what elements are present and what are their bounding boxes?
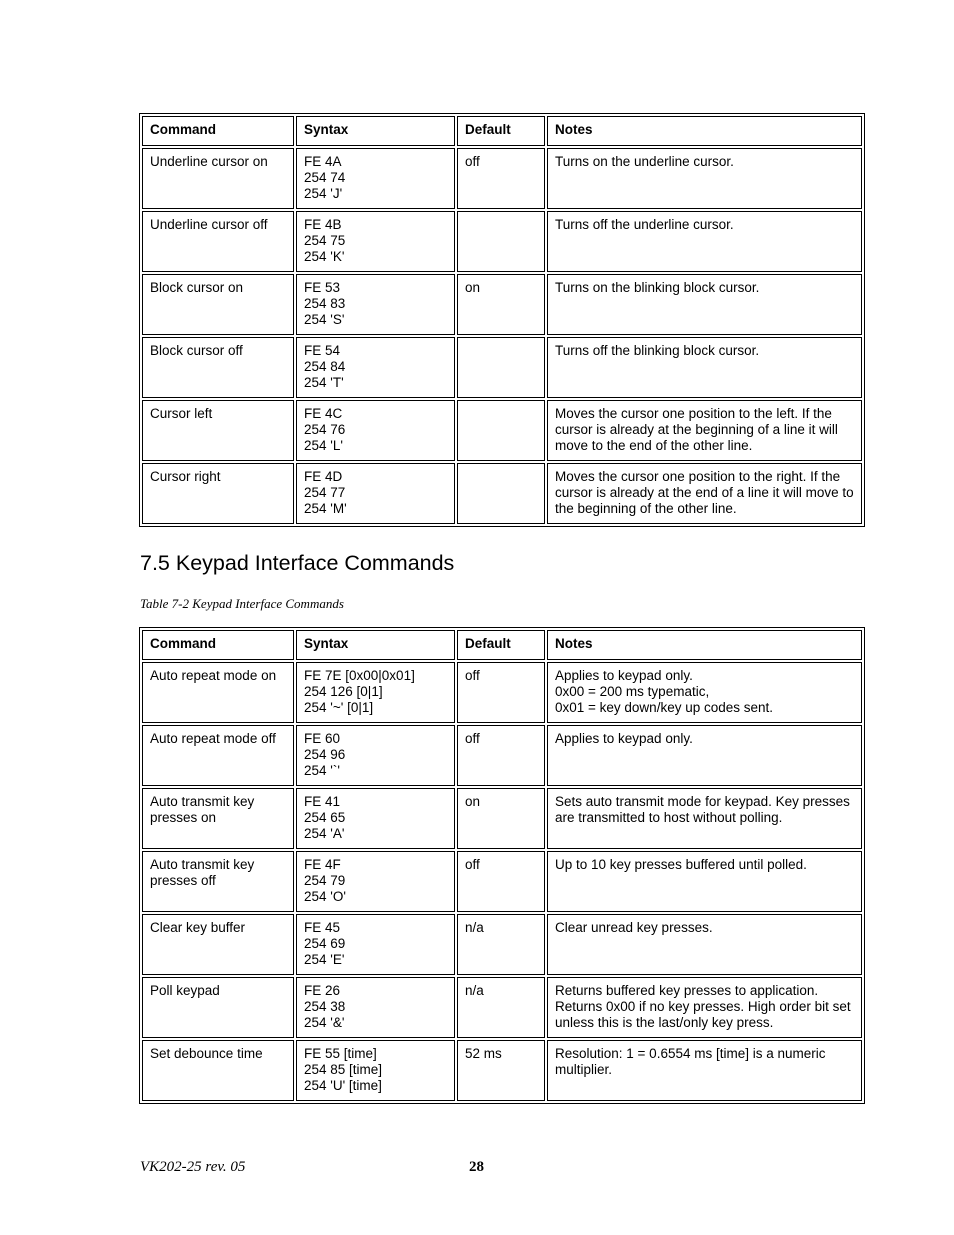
cell-notes: Moves the cursor one position to the left. If the cursor is already at the beginning of a line it will move to the end of the other line.	[547, 400, 862, 461]
syntax-line: 254 'J'	[304, 186, 343, 201]
cell-default: n/a	[457, 977, 545, 1038]
cell-default	[457, 337, 545, 398]
syntax-line: 254 79	[304, 873, 346, 888]
syntax-line: 254 'K'	[304, 249, 345, 264]
notes-line: 0x01 = key down/key up codes sent.	[555, 700, 774, 715]
notes-line: Resolution: 1 = 0.6554 ms [time] is a numeric multiplier.	[555, 1046, 826, 1077]
cell-syntax	[296, 662, 455, 723]
notes-line: Up to 10 key presses buffered until polled.	[555, 857, 807, 872]
cell-syntax	[296, 337, 455, 398]
cell-command: Underline cursor off	[142, 211, 294, 272]
footer-page-number: 28	[469, 1159, 484, 1175]
cell-command: Cursor left	[142, 400, 294, 461]
cell-command: Auto transmit key presses on	[142, 788, 294, 849]
syntax-line: 254 77	[304, 485, 346, 500]
cell-notes	[547, 1040, 862, 1101]
cell-notes: Moves the cursor one position to the right. If the cursor is already at the end of a line it will move to the beginning of the other line.	[547, 463, 862, 524]
footer-doc-id: VK202-25 rev. 05	[140, 1159, 246, 1175]
cell-command: Auto transmit key presses off	[142, 851, 294, 912]
cell-syntax	[296, 851, 455, 912]
syntax-line: 254 'M'	[304, 501, 347, 516]
header-command: Command	[142, 116, 294, 146]
cell-default: on	[457, 788, 545, 849]
cell-default: off	[457, 148, 545, 209]
cell-command: Block cursor off	[142, 337, 294, 398]
syntax-line: FE 7E [0x00|0x01]	[304, 668, 415, 683]
table-header-row	[142, 630, 862, 660]
table-caption: Table 7-2 Keypad Interface Commands	[140, 596, 344, 611]
cell-notes: Turns off the underline cursor.	[547, 211, 862, 272]
table-header-row	[142, 116, 862, 146]
cell-notes	[547, 725, 862, 786]
cell-syntax	[296, 400, 455, 461]
cell-syntax	[296, 914, 455, 975]
cell-default: off	[457, 851, 545, 912]
syntax-line: 254 'L'	[304, 438, 343, 453]
cell-notes: Turns on the blinking block cursor.	[547, 274, 862, 335]
syntax-line: 254 'O'	[304, 889, 346, 904]
cell-command: Set debounce time	[142, 1040, 294, 1101]
syntax-line: 254 '`'	[304, 763, 340, 778]
cell-default: off	[457, 662, 545, 723]
syntax-line: 254 74	[304, 170, 346, 185]
cell-notes: Turns off the blinking block cursor.	[547, 337, 862, 398]
notes-line: Returns buffered key presses to application. Returns 0x00 if no key presses. High order bit set unless this is the last/only key press.	[555, 983, 851, 1030]
table-row	[142, 662, 862, 723]
table-row	[142, 851, 862, 912]
syntax-line: FE 55 [time]	[304, 1046, 377, 1061]
syntax-line: 254 'U' [time]	[304, 1078, 382, 1093]
cell-notes: Turns on the underline cursor.	[547, 148, 862, 209]
cell-command: Cursor right	[142, 463, 294, 524]
cursor-commands-table	[139, 113, 865, 527]
syntax-line: FE 4D	[304, 469, 343, 484]
table-row	[142, 400, 862, 461]
cell-command: Block cursor on	[142, 274, 294, 335]
header-notes: Notes	[547, 116, 862, 146]
syntax-line: FE 4B	[304, 217, 342, 232]
table-row	[142, 914, 862, 975]
cell-default: 52 ms	[457, 1040, 545, 1101]
cell-syntax	[296, 788, 455, 849]
syntax-line: FE 60	[304, 731, 341, 746]
table-row	[142, 463, 862, 524]
cell-notes	[547, 788, 862, 849]
syntax-line: 254 '~' [0|1]	[304, 700, 374, 715]
header-default: Default	[457, 116, 545, 146]
syntax-line: 254 69	[304, 936, 346, 951]
header-default: Default	[457, 630, 545, 660]
header-notes: Notes	[547, 630, 862, 660]
cell-notes	[547, 914, 862, 975]
cell-notes	[547, 662, 862, 723]
syntax-line: 254 83	[304, 296, 346, 311]
syntax-line: 254 75	[304, 233, 346, 248]
syntax-line: FE 54	[304, 343, 341, 358]
notes-line: Applies to keypad only.	[555, 668, 693, 683]
cell-default: off	[457, 725, 545, 786]
syntax-line: 254 'A'	[304, 826, 345, 841]
syntax-line: 254 'S'	[304, 312, 345, 327]
cell-default	[457, 211, 545, 272]
syntax-line: 254 'T'	[304, 375, 344, 390]
syntax-line: 254 126 [0|1]	[304, 684, 383, 699]
syntax-line: FE 45	[304, 920, 341, 935]
syntax-line: 254 38	[304, 999, 346, 1014]
table-row	[142, 274, 862, 335]
keypad-commands-table	[139, 627, 865, 1104]
cell-syntax	[296, 274, 455, 335]
header-syntax: Syntax	[296, 630, 455, 660]
syntax-line: 254 'E'	[304, 952, 345, 967]
cell-command: Auto repeat mode on	[142, 662, 294, 723]
cell-syntax	[296, 211, 455, 272]
syntax-line: 254 85 [time]	[304, 1062, 383, 1077]
syntax-line: 254 84	[304, 359, 346, 374]
cell-command: Poll keypad	[142, 977, 294, 1038]
table-row	[142, 725, 862, 786]
table-row	[142, 1040, 862, 1101]
cell-syntax	[296, 1040, 455, 1101]
syntax-line: FE 4C	[304, 406, 343, 421]
table-row	[142, 211, 862, 272]
cell-default: n/a	[457, 914, 545, 975]
table-row	[142, 977, 862, 1038]
cell-notes	[547, 851, 862, 912]
cell-syntax	[296, 463, 455, 524]
header-command: Command	[142, 630, 294, 660]
notes-line: 0x00 = 200 ms typematic,	[555, 684, 710, 699]
notes-line: Clear unread key presses.	[555, 920, 713, 935]
syntax-line: FE 26	[304, 983, 341, 998]
syntax-line: FE 4A	[304, 154, 342, 169]
notes-line: Applies to keypad only.	[555, 731, 693, 746]
section-heading: 7.5 Keypad Interface Commands	[140, 551, 455, 575]
header-syntax: Syntax	[296, 116, 455, 146]
cell-syntax	[296, 977, 455, 1038]
cell-default	[457, 400, 545, 461]
syntax-line: 254 '&'	[304, 1015, 345, 1030]
syntax-line: 254 65	[304, 810, 346, 825]
table-row	[142, 337, 862, 398]
syntax-line: 254 76	[304, 422, 346, 437]
cell-default: on	[457, 274, 545, 335]
cell-command: Auto repeat mode off	[142, 725, 294, 786]
syntax-line: FE 4F	[304, 857, 341, 872]
table-row	[142, 148, 862, 209]
syntax-line: FE 41	[304, 794, 341, 809]
cell-command: Clear key buffer	[142, 914, 294, 975]
table-row	[142, 788, 862, 849]
cell-command: Underline cursor on	[142, 148, 294, 209]
syntax-line: FE 53	[304, 280, 341, 295]
notes-line: Sets auto transmit mode for keypad. Key presses are transmitted to host without polling.	[555, 794, 850, 825]
syntax-line: 254 96	[304, 747, 346, 762]
cell-notes	[547, 977, 862, 1038]
cell-syntax	[296, 148, 455, 209]
cell-default	[457, 463, 545, 524]
cell-syntax	[296, 725, 455, 786]
